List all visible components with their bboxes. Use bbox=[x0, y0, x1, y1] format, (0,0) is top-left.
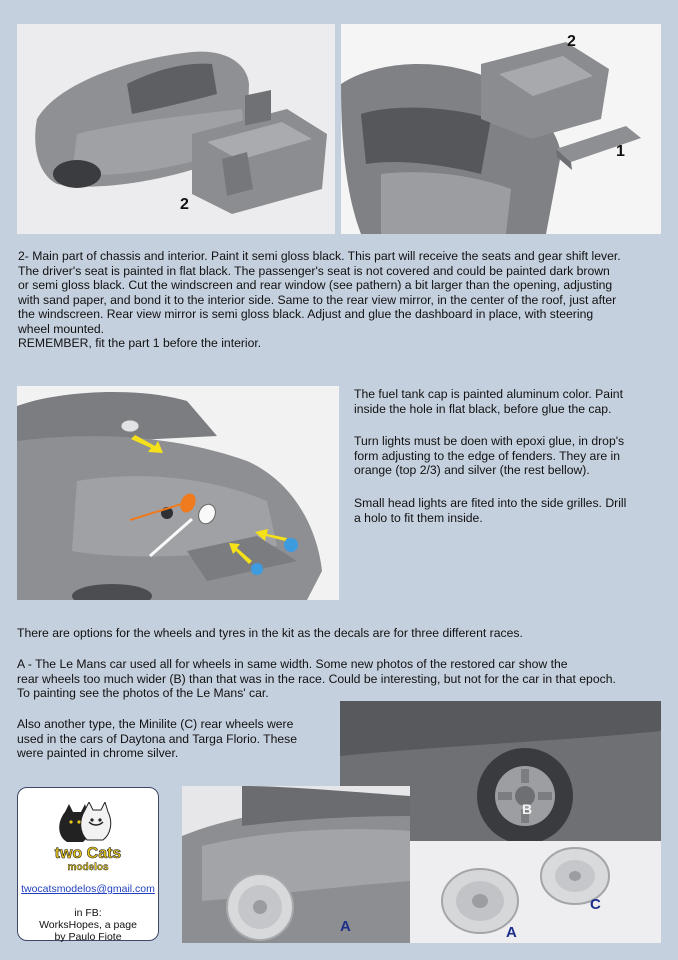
minilite-text: Also another type, the Minilite (C) rear wheels were used in the cars of Daytona and Targa Florio. These were painted in chrome silver. bbox=[17, 717, 298, 760]
loose-wheels-illustration bbox=[410, 841, 661, 943]
fuel-cap-text: The fuel tank cap is painted aluminum color. Paint inside the hole in flat black, before glue the cap. bbox=[354, 387, 623, 416]
photo-loose-wheels bbox=[410, 841, 661, 943]
email-link[interactable]: twocatsmodelos@gmail.com bbox=[21, 883, 155, 895]
turn-lights-text: Turn lights must be doen with epoxi glue, in drop's form adjusting to the edge of fenders. They are in orange (top 2/3) and silver (the rest bellow). bbox=[354, 434, 625, 477]
label-a-wheel: A bbox=[506, 924, 517, 941]
le-mans-text: A - The Le Mans car used all for wheels in same width. Some new photos of the restored car show the rear wheels too much wider (B) than that was in the race. Could be interesting, but not for the car in that epoch. To painting see the photos of the Le Mans' car. bbox=[17, 657, 616, 700]
contact-card bbox=[17, 787, 159, 941]
label-2-right: 2 bbox=[567, 33, 576, 50]
label-c-wheel: C bbox=[590, 896, 601, 913]
front-wheel-illustration bbox=[182, 786, 410, 943]
photo-top-view-parts bbox=[341, 24, 661, 234]
logo-line2: modelos bbox=[67, 862, 109, 872]
head-lights-text: Small head lights are fited into the side grilles. Drill a holo to fit them inside. bbox=[354, 496, 627, 525]
label-a-car: A bbox=[340, 918, 351, 935]
photo-front-details bbox=[17, 386, 339, 600]
wheel-options-text: There are options for the wheels and tyres in the kit as the decals are for three different races. bbox=[17, 626, 523, 640]
step2-instructions: 2- Main part of chassis and interior. Paint it semi gloss black. This part will receive the seats and gear shift lever. The driver's seat is painted in flat black. The passenger's seat is not covered and could be painted dark brown or semi gloss black. Cut the windscreen and rear window (see pathern) a bit larger than the opening, adjusting with sand paper, and bond it to the interior side. Same to the rear view mirror, in the center of the roof, just after the windscreen. Rear view mirror is semi gloss black. Adjust and glue the dashboard in place, with steering wheel mounted. REMEMBER, fit the part 1 before the interior. bbox=[18, 249, 621, 350]
top-view-illustration bbox=[341, 24, 661, 234]
photo-body-and-interior bbox=[17, 24, 335, 234]
logo-line1: two Cats bbox=[54, 845, 122, 862]
fb-label: in FB: bbox=[74, 907, 102, 919]
front-details-illustration bbox=[17, 386, 339, 600]
label-2-left: 2 bbox=[180, 196, 189, 213]
two-cats-logo bbox=[33, 802, 143, 872]
label-1-right: 1 bbox=[616, 143, 625, 160]
label-b: B bbox=[522, 801, 533, 817]
photo-front-wheel bbox=[182, 786, 410, 943]
body-interior-illustration bbox=[17, 24, 335, 234]
fb-page-text: WorksHopes, a page by Paulo Fiote bbox=[39, 919, 137, 943]
